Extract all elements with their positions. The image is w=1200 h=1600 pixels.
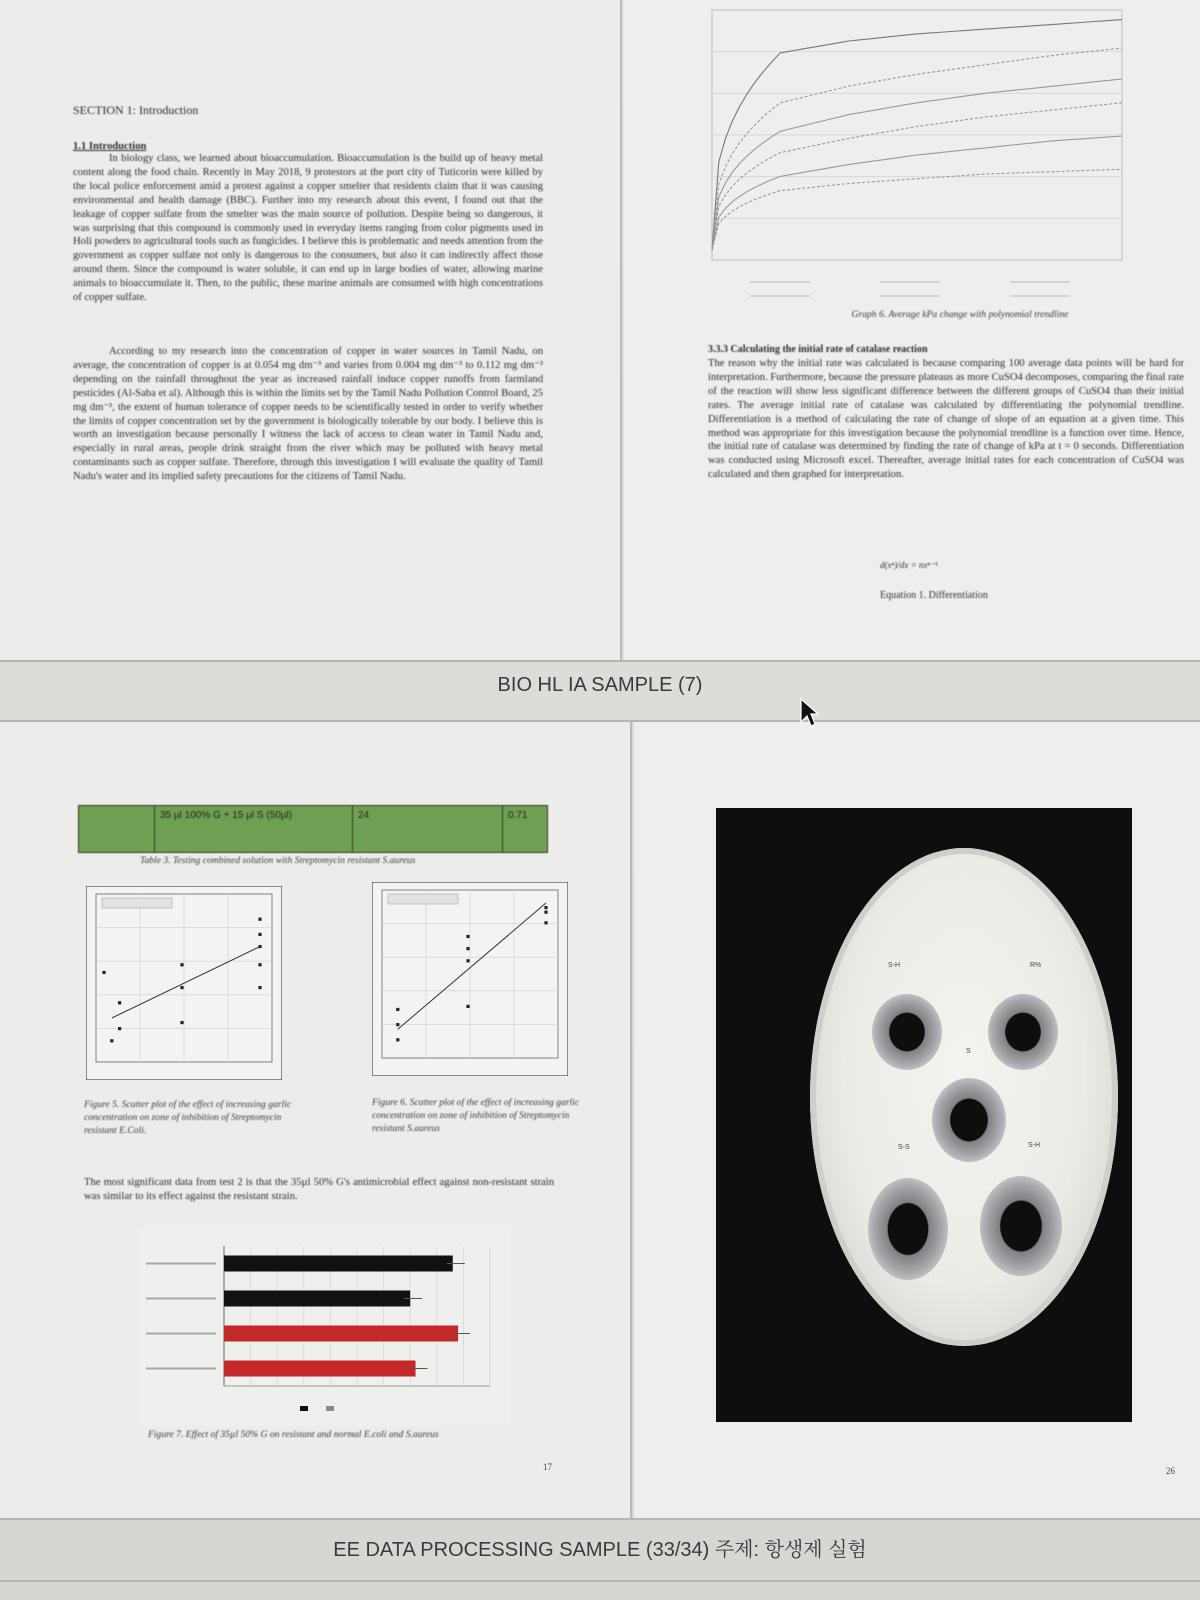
inhibition-zone-top-right — [988, 994, 1058, 1070]
page-divider — [630, 722, 632, 1518]
series-line — [712, 48, 1122, 250]
table-cell — [79, 806, 155, 852]
table-cell-ratio: 0.71 — [508, 810, 528, 821]
sample-title-top: BIO HL IA SAMPLE (7) — [497, 674, 703, 696]
data-point — [258, 918, 261, 921]
bar — [224, 1291, 410, 1307]
figure-5-caption: Figure 5. Scatter plot of the effect of increasing garlic concentration on zone of inhibition of Streptomycin resistant E.Coli. — [84, 1099, 292, 1136]
equation-caption: Equation 1. Differentiation — [880, 590, 988, 601]
subsection-title: 1.1 Introduction — [73, 141, 147, 152]
data-point — [544, 911, 547, 914]
data-point — [396, 1023, 399, 1026]
series-line — [712, 79, 1122, 250]
data-point — [180, 1021, 183, 1024]
page-divider — [620, 0, 622, 660]
inhibition-zone-center — [932, 1078, 1006, 1162]
intro-paragraph-1: In biology class, we learned about bioaccumulation. Bioaccumulation is the build up of heavy metal content along the food chain. Recently in May 2018, 9 protestors at the port city of Tuticorin were killed by the local police enforcement amid a protest against a copper smelter that residents claim that it was causing environmental and health damage (BBC). Further into my research about this event, I found out that the leakage of copper sulfate from the smelter was the main source of pollution. Despite being so dangerous, it was surprising that this compound is commonly used in everyday items ranging from color pigments used in Holi powders to agricultural tools such as fungicides. I believe this is problematic and needs attention from the government as copper sulfate not only is dangerous to the consumers, but also it can indirectly affect those around them. Since the compound is water soluble, it can end up in large bodies of water, allowing marine animals to bioaccumulate it. Then, to the public, these marine animals are consumed with high concentrations of copper sulfate. — [73, 153, 543, 304]
inhibition-zone-top-left — [872, 994, 942, 1070]
data-point — [118, 1001, 121, 1004]
data-point — [544, 921, 547, 924]
differentiation-equation: d(xⁿ)/dx = nxⁿ⁻¹ — [880, 560, 938, 570]
sample-title-bottom: EE DATA PROCESSING SAMPLE (33/34) 주제: 항생제 실험 — [333, 1539, 867, 1561]
legend-box — [388, 894, 458, 904]
data-point — [396, 1008, 399, 1011]
data-point — [466, 935, 469, 938]
intro-paragraph-2: According to my research into the concentration of copper in water sources in Tamil Nadu, on average, the concentration of copper is at 0.054 mg dm⁻³ and varies from 0.004 mg dm⁻³ to 0.112 mg dm⁻³ depending on the rainfall throughout the year as increased rainfall induce copper runoffs from farmland pesticides (Al-Saba et al). Although this is within the limits set by the Tamil Nadu Pollution Control Board, 25 mg dm⁻³, the extent of human tolerance of copper needs to be scientifically tested in order to verify whether the limits of copper concentration set by the government is biologically tolerable by our body. I believe this is worth an investigation because personally I witness the lack of access to clean water in Tamil Nadu and, especially in rural areas, people drink straight from the river which may be polluted with heavy metal contaminants such as copper sulfate. Therefore, through this investigation I will evaluate the quality of Tamil Nadu's water and its implied safety precautions for the citizens of Tamil Nadu. — [73, 346, 543, 483]
catalase-paragraph: The reason why the initial rate was calculated is because comparing 100 average data points will be hard for interpretation. Furthermore, because the pressure plateaus as more CuSO4 decomposes, comparing the final rate of the reaction will show less significant difference between the different groups of CuSO4 than their initial rates. The average initial rate of catalase was calculated by differentiating the polynomial trendline. Differentiation is a method of calculating the rate of change of slope of an equation at a given time. This method was appropriate for this investigation because the polynomial trendline is a function over time. Hence, the initial rate of catalase was determined by finding the rate of change of kPa at t = 0 seconds. Differentiation was conducted using Microsoft excel. Thereafter, average initial rates for each concentration of CuSO4 was calculated and then graphed for interpretation. — [708, 358, 1184, 481]
legend-swatch — [300, 1406, 308, 1411]
data-point — [466, 1005, 469, 1008]
legend-swatch — [326, 1406, 334, 1411]
series-line — [712, 169, 1122, 250]
graph-6-caption: Graph 6. Average kPa change with polynomial trendline — [851, 309, 1069, 320]
page-number: 17 — [543, 1462, 552, 1472]
well-label: S — [966, 1048, 971, 1055]
band-divider — [0, 1518, 1200, 1520]
inhibition-zone-bottom-left — [868, 1178, 948, 1280]
data-point — [258, 963, 261, 966]
data-point — [258, 933, 261, 936]
scatter-plot-ecoli — [86, 886, 282, 1080]
mouse-cursor-icon — [800, 698, 820, 728]
data-point — [118, 1027, 121, 1030]
bar — [224, 1256, 453, 1272]
table-3-caption: Table 3. Testing combined solution with Streptomycin resistant S.aureus — [140, 855, 416, 866]
data-point — [180, 986, 183, 989]
well-label: S-H — [888, 962, 901, 969]
data-point — [180, 963, 183, 966]
data-point — [396, 1038, 399, 1041]
table-cell-treatment: 35 µl 100% G + 15 µl S (50µl) — [155, 806, 353, 852]
data-point — [466, 959, 469, 962]
page-number: 26 — [1166, 1466, 1175, 1476]
scatter-plot-saureus — [372, 882, 568, 1076]
table-cell-zone: 24 — [353, 806, 503, 852]
bar-chart-figure-7 — [140, 1226, 510, 1426]
band-divider — [0, 1580, 1200, 1582]
data-point — [258, 986, 261, 989]
well-label: R% — [1030, 962, 1042, 969]
bar — [224, 1361, 416, 1377]
data-point — [110, 1039, 113, 1042]
well-label: S-H — [1028, 1142, 1041, 1149]
band-divider — [0, 720, 1200, 722]
data-point — [544, 906, 547, 909]
inhibition-zone-bottom-right — [980, 1176, 1062, 1276]
catalase-section-title: 3.3.3 Calculating the initial rate of catalase reaction — [708, 344, 928, 355]
results-paragraph: The most significant data from test 2 is that the 35µl 50% G's antimicrobial effect against non-resistant strain was similar to its effect against the resistant strain. — [84, 1177, 554, 1202]
results-table-row — [78, 805, 548, 853]
band-divider — [0, 660, 1200, 662]
figure-6-caption: Figure 6. Scatter plot of the effect of increasing garlic concentration on zone of inhibition of Streptomycin resistant S.aureus — [372, 1097, 580, 1134]
figure-7-caption: Figure 7. Effect of 35µl 50% G on resistant and normal E.coli and S.aureus — [148, 1429, 439, 1440]
kpa-line-chart — [700, 0, 1140, 310]
bar — [224, 1326, 458, 1342]
data-point — [466, 947, 469, 950]
data-point — [102, 971, 105, 974]
section-title: SECTION 1: Introduction — [73, 103, 199, 117]
well-label: S-S — [898, 1144, 910, 1151]
legend-box — [102, 898, 172, 908]
